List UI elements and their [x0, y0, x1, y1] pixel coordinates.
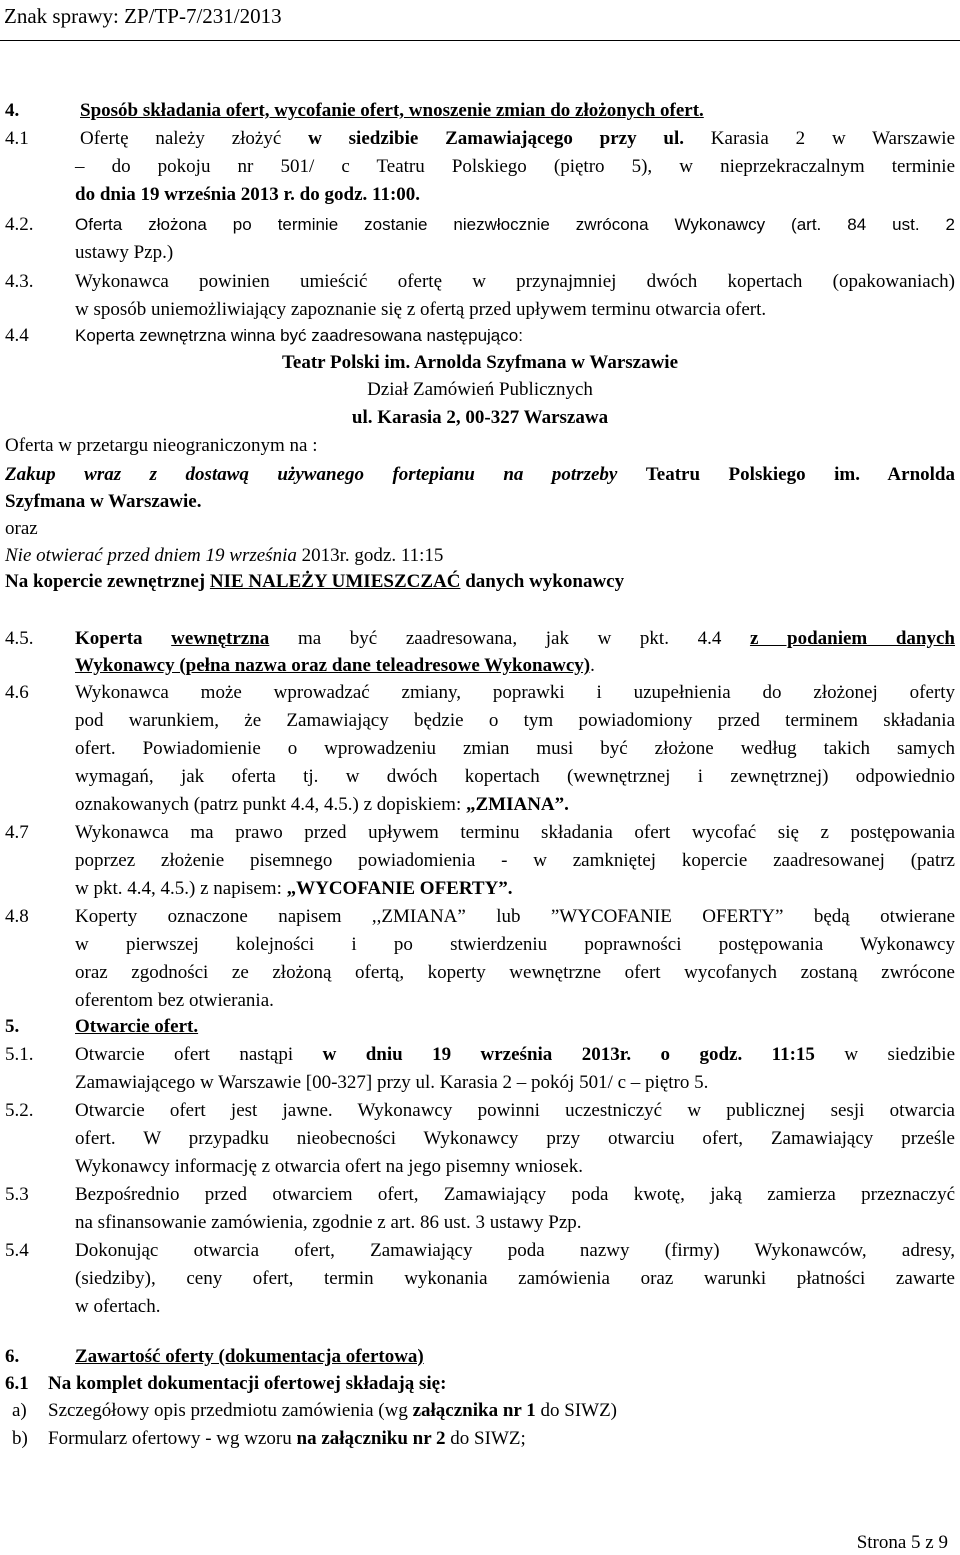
- section-6-number: 6.: [5, 1346, 20, 1367]
- p53-line-2: na sfinansowanie zamówienia, zgodnie z art. 86 ust. 3 ustawy Pzp.: [75, 1212, 582, 1233]
- p51-line-2: Zamawiającego w Warszawie [00-327] przy ul. Karasia 2 – pokój 501/ c – piętro 5.: [75, 1072, 709, 1093]
- p41-text-a: Ofertę należy złożyć: [80, 128, 282, 149]
- address-line-1: Teatr Polski im. Arnolda Szyfmana w Warszawie: [281, 352, 679, 373]
- p41-text-b: w siedzibie Zamawiającego przy ul.: [308, 128, 684, 149]
- p42-number: 4.2.: [5, 214, 34, 235]
- p43-line-1: Wykonawca powinien umieścić ofertę w przynajmniej dwóch kopertach (opakowaniach): [75, 271, 955, 292]
- p47-line-3: [75, 877, 513, 901]
- p44-line-1: Koperta zewnętrzna winna być zaadresowana następująco:: [75, 326, 523, 345]
- p48-number: 4.8: [5, 906, 29, 927]
- p53-number: 5.3: [5, 1184, 29, 1205]
- p46-line-1: Wykonawca może wprowadzać zmiany, poprawki i uzupełnienia do złożonej oferty: [75, 682, 955, 703]
- subject-line-2: Szyfmana w Warszawie.: [5, 491, 202, 512]
- p48-line-3: oraz zgodności ze złożoną ofertą, koperty wewnętrzne ofert wycofanych zostaną zwrócone: [75, 962, 955, 983]
- p45-text-f: .: [590, 655, 595, 676]
- item-b-text-1: Formularz ofertowy - wg wzoru: [48, 1428, 292, 1449]
- p51-line-1: [75, 1043, 955, 1067]
- do-not-open-d: godz. 11:15: [354, 545, 444, 566]
- p45-text-d: z podaniem danych: [749, 628, 956, 649]
- p52-line-2: ofert. W przypadku nieobecności Wykonawcy przy otwarciu ofert, Zamawiający prześle: [75, 1128, 955, 1149]
- p46-text-b: „ZMIANA”.: [465, 794, 569, 815]
- p41-line-1: [80, 127, 955, 151]
- subject-bold: Teatru Polskiego im. Arnolda: [645, 464, 956, 485]
- oraz-line: oraz: [5, 518, 38, 539]
- p53-line-1: Bezpośrednio przed otwarciem ofert, Zamawiający poda kwotę, jaką zamierza przeznaczyć: [75, 1184, 955, 1205]
- p43-number: 4.3.: [5, 271, 34, 292]
- p52-line-3: Wykonawcy informację z otwarcia ofert na jego pisemny wniosek.: [75, 1156, 583, 1177]
- p47-line-2: poprzez złożenie pisemnego powiadomienia - w zamkniętej kopercie zaadresowanej (patrz: [75, 850, 955, 871]
- p46-line-2: pod warunkiem, że Zamawiający będzie o tym powiadomiony przed terminem składania: [75, 710, 955, 731]
- p45-text-a: Koperta: [75, 628, 143, 649]
- p51-number: 5.1.: [5, 1044, 34, 1065]
- p46-text-a: oznakowanych (patrz punkt 4.4, 4.5.) z dopiskiem:: [75, 794, 462, 815]
- envelope-warning-line: [5, 570, 624, 594]
- p52-number: 5.2.: [5, 1100, 34, 1121]
- p47-line-1: Wykonawca ma prawo przed upływem terminu składania ofert wycofać się z postępowania: [75, 822, 955, 843]
- p42-line-2: ustawy Pzp.): [75, 242, 174, 263]
- address-line-3: ul. Karasia 2, 00-327 Warszawa: [351, 407, 609, 428]
- p47-number: 4.7: [5, 822, 29, 843]
- p51-text-a: Otwarcie ofert nastąpi: [75, 1044, 294, 1065]
- section-5-number: 5.: [5, 1016, 20, 1037]
- subject-italic: Zakup wraz z dostawą używanego fortepianu na potrzeby: [5, 464, 618, 485]
- p46-line-4: wymagań, jak oferta tj. w dwóch kopertach (wewnętrznej i zewnętrznej) odpowiednio: [75, 766, 955, 787]
- p45-text-b: wewnętrzna: [171, 628, 270, 649]
- warning-c: danych wykonawcy: [465, 571, 625, 592]
- p61-title: Na komplet dokumentacji ofertowej składają się:: [48, 1373, 447, 1394]
- do-not-open-b: 19 września: [205, 545, 297, 566]
- p45-line-1: [75, 627, 955, 651]
- p54-line-1: Dokonując otwarcia ofert, Zamawiający poda nazwy (firmy) Wykonawców, adresy,: [75, 1240, 955, 1261]
- p61-number: 6.1: [5, 1373, 29, 1394]
- p54-line-3: w ofertach.: [75, 1296, 161, 1317]
- address-line-2: Dział Zamówień Publicznych: [367, 379, 593, 400]
- warning-a: Na kopercie zewnętrznej: [5, 571, 206, 592]
- document-header: [0, 0, 960, 41]
- p54-number: 5.4: [5, 1240, 29, 1261]
- p41-line-3: do dnia 19 września 2013 r. do godz. 11:00.: [75, 184, 421, 205]
- p45-line-2: [75, 654, 595, 678]
- item-a-label: a): [12, 1400, 27, 1421]
- p48-line-2: w pierwszej kolejności i po stwierdzeniu poprawności postępowania Wykonawcy: [75, 934, 955, 955]
- do-not-open-line: [5, 544, 443, 568]
- item-a-text-3: do SIWZ): [540, 1400, 618, 1421]
- p41-number: 4.1: [5, 128, 29, 149]
- p41-text-c: Karasia 2 w Warszawie: [710, 128, 955, 149]
- p46-line-5: [75, 793, 569, 817]
- page-number: Strona 5 z 9: [856, 1532, 948, 1553]
- p42-line-1: Oferta złożona po terminie zostanie niezwłocznie zwrócona Wykonawcy (art. 84 ust. 2: [75, 215, 955, 234]
- p45-number: 4.5.: [5, 628, 34, 649]
- warning-b: NIE NALEŻY UMIESZCZAĆ: [209, 571, 461, 592]
- p48-line-4: oferentom bez otwierania.: [75, 990, 274, 1011]
- item-b-label: b): [12, 1428, 28, 1449]
- section-6-title: Zawartość oferty (dokumentacja ofertowa): [75, 1346, 424, 1367]
- subject-line-1: [5, 463, 955, 487]
- item-b-text-3: do SIWZ;: [450, 1428, 526, 1449]
- offer-line: Oferta w przetargu nieograniczonym na :: [5, 435, 318, 456]
- p51-text-c: w siedzibie: [844, 1044, 956, 1065]
- p52-line-1: Otwarcie ofert jest jawne. Wykonawcy powinni uczestniczyć w publicznej sesji otwarcia: [75, 1100, 955, 1121]
- section-4-title: Sposób składania ofert, wycofanie ofert, wnoszenie zmian do złożonych ofert.: [80, 100, 704, 121]
- p45-text-e: Wykonawcy (pełna nazwa oraz dane teleadresowe Wykonawcy): [75, 655, 591, 676]
- p46-number: 4.6: [5, 682, 29, 703]
- item-a-text: [48, 1399, 617, 1423]
- p51-text-b: w dniu 19 września 2013r. o godz. 11:15: [322, 1044, 815, 1065]
- p47-text-a: w pkt. 4.4, 4.5.) z napisem:: [75, 878, 282, 899]
- p54-line-2: (siedziby), ceny ofert, termin wykonania zamówienia oraz warunki płatności zawarte: [75, 1268, 955, 1289]
- do-not-open-c: 2013r.: [301, 545, 350, 566]
- p41-line-2: – do pokoju nr 501/ c Teatru Polskiego (piętro 5), w nieprzekraczalnym terminie: [75, 156, 955, 177]
- p47-text-b: „WYCOFANIE OFERTY”.: [286, 878, 513, 899]
- section-4-number: 4.: [5, 100, 20, 121]
- p43-line-2: w sposób uniemożliwiający zapoznanie się z ofertą przed upływem terminu otwarcia ofert.: [75, 299, 767, 320]
- p48-line-1: Koperty oznaczone napisem ,,ZMIANA” lub ”WYCOFANIE OFERTY” będą otwierane: [75, 906, 955, 927]
- case-number: Znak sprawy: ZP/TP-7/231/2013: [4, 4, 282, 28]
- item-a-text-2: załącznika nr 1: [412, 1400, 536, 1421]
- section-5-title: Otwarcie ofert.: [75, 1016, 199, 1037]
- item-a-text-1: Szczegółowy opis przedmiotu zamówienia (wg: [48, 1400, 408, 1421]
- do-not-open-a: Nie otwierać przed dniem: [5, 545, 201, 566]
- p44-number: 4.4: [5, 325, 29, 346]
- item-b-text-2: na załączniku nr 2: [296, 1428, 446, 1449]
- p46-line-3: ofert. Powiadomienie o wprowadzeniu zmian musi być złożone według takich samych: [75, 738, 955, 759]
- item-b-text: [48, 1427, 526, 1451]
- p45-text-c: ma być zaadresowana, jak w pkt. 4.4: [297, 628, 722, 649]
